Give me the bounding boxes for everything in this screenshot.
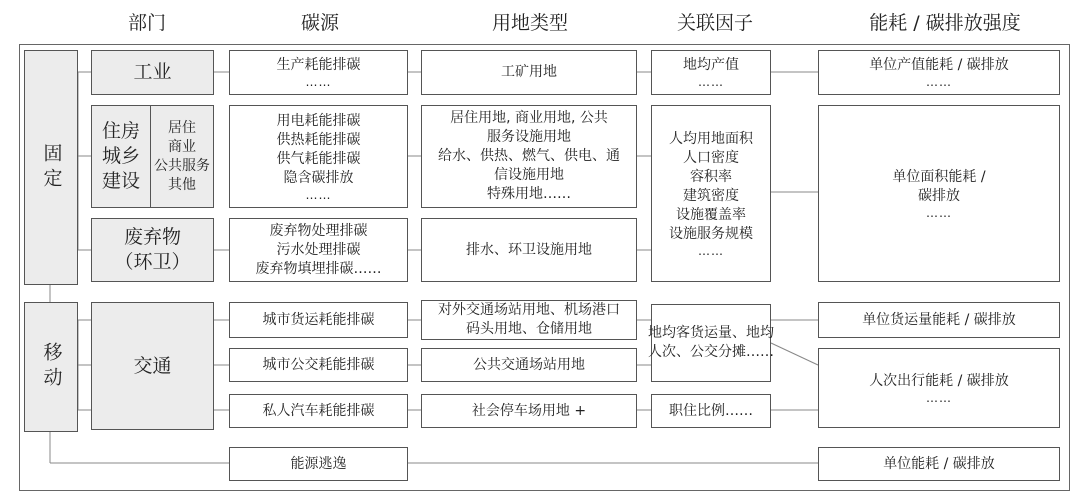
land-bus: 公共交通场站用地 [421, 348, 637, 382]
category-mobile-label: 移动 [40, 342, 63, 392]
factor-industry: 地均产值 …… [651, 50, 771, 95]
source-energy-leak: 能源逃逸 [229, 447, 408, 481]
header-land: 用地类型 [491, 12, 568, 34]
source-waste: 废弃物处理排碳 污水处理排碳 废弃物填埋排碳…… [229, 218, 408, 282]
sector-transport: 交通 [91, 302, 214, 430]
sector-industry [91, 50, 214, 95]
land-waste: 排水、环卫设施用地 [421, 218, 637, 282]
header-sector: 部门 [127, 12, 166, 34]
sector-waste: 废弃物 （环卫） [91, 218, 214, 282]
land-housing: 居住用地, 商业用地, 公共 服务设施用地 给水、供热、燃气、供电、通 信设施用地 特殊用地…… [421, 105, 637, 208]
source-bus: 城市公交耗能排碳 [229, 348, 408, 382]
sector-housing-title: 住房 城乡 建设 [92, 106, 151, 207]
category-fixed-label: 固定 [40, 142, 63, 193]
intensity-person-trip: 人次出行能耗 / 碳排放 …… [818, 348, 1060, 428]
category-mobile [24, 302, 78, 432]
header-intensity: 能耗 / 碳排放强度 [869, 12, 1021, 34]
source-car: 私人汽车耗能排碳 [229, 394, 408, 428]
category-fixed [24, 50, 78, 285]
sector-housing-subtypes: 居住 商业 公共服务 其他 [154, 119, 210, 193]
intensity-energy-leak: 单位能耗 / 碳排放 [818, 447, 1060, 481]
factor-building: 人均用地面积 人口密度 容积率 建筑密度 设施覆盖率 设施服务规模 …… [651, 105, 771, 282]
land-car: 社会停车场用地 + [421, 394, 637, 428]
source-housing: 用电耗能排碳 供热耗能排碳 供气耗能排碳 隐含碳排放 …… [229, 105, 408, 208]
sector-industry-label: 工业 [133, 61, 172, 83]
sector-housing [91, 105, 214, 208]
source-industry: 生产耗能排碳 …… [229, 50, 408, 95]
factor-car: 职住比例…… [651, 394, 771, 428]
header-source: 碳源 [300, 12, 339, 34]
source-freight: 城市货运耗能排碳 [229, 302, 408, 338]
land-freight: 对外交通场站用地、机场港口 码头用地、仓储用地 [421, 300, 637, 340]
land-industry: 工矿用地 [421, 50, 637, 95]
factor-transit: 地均客货运量、地均 人次、公交分摊…… [651, 304, 771, 382]
intensity-industry: 单位产值能耗 / 碳排放 …… [818, 50, 1060, 95]
intensity-freight: 单位货运量能耗 / 碳排放 [818, 302, 1060, 338]
intensity-building: 单位面积能耗 / 碳排放 …… [818, 105, 1060, 282]
header-factor: 关联因子 [676, 12, 753, 34]
